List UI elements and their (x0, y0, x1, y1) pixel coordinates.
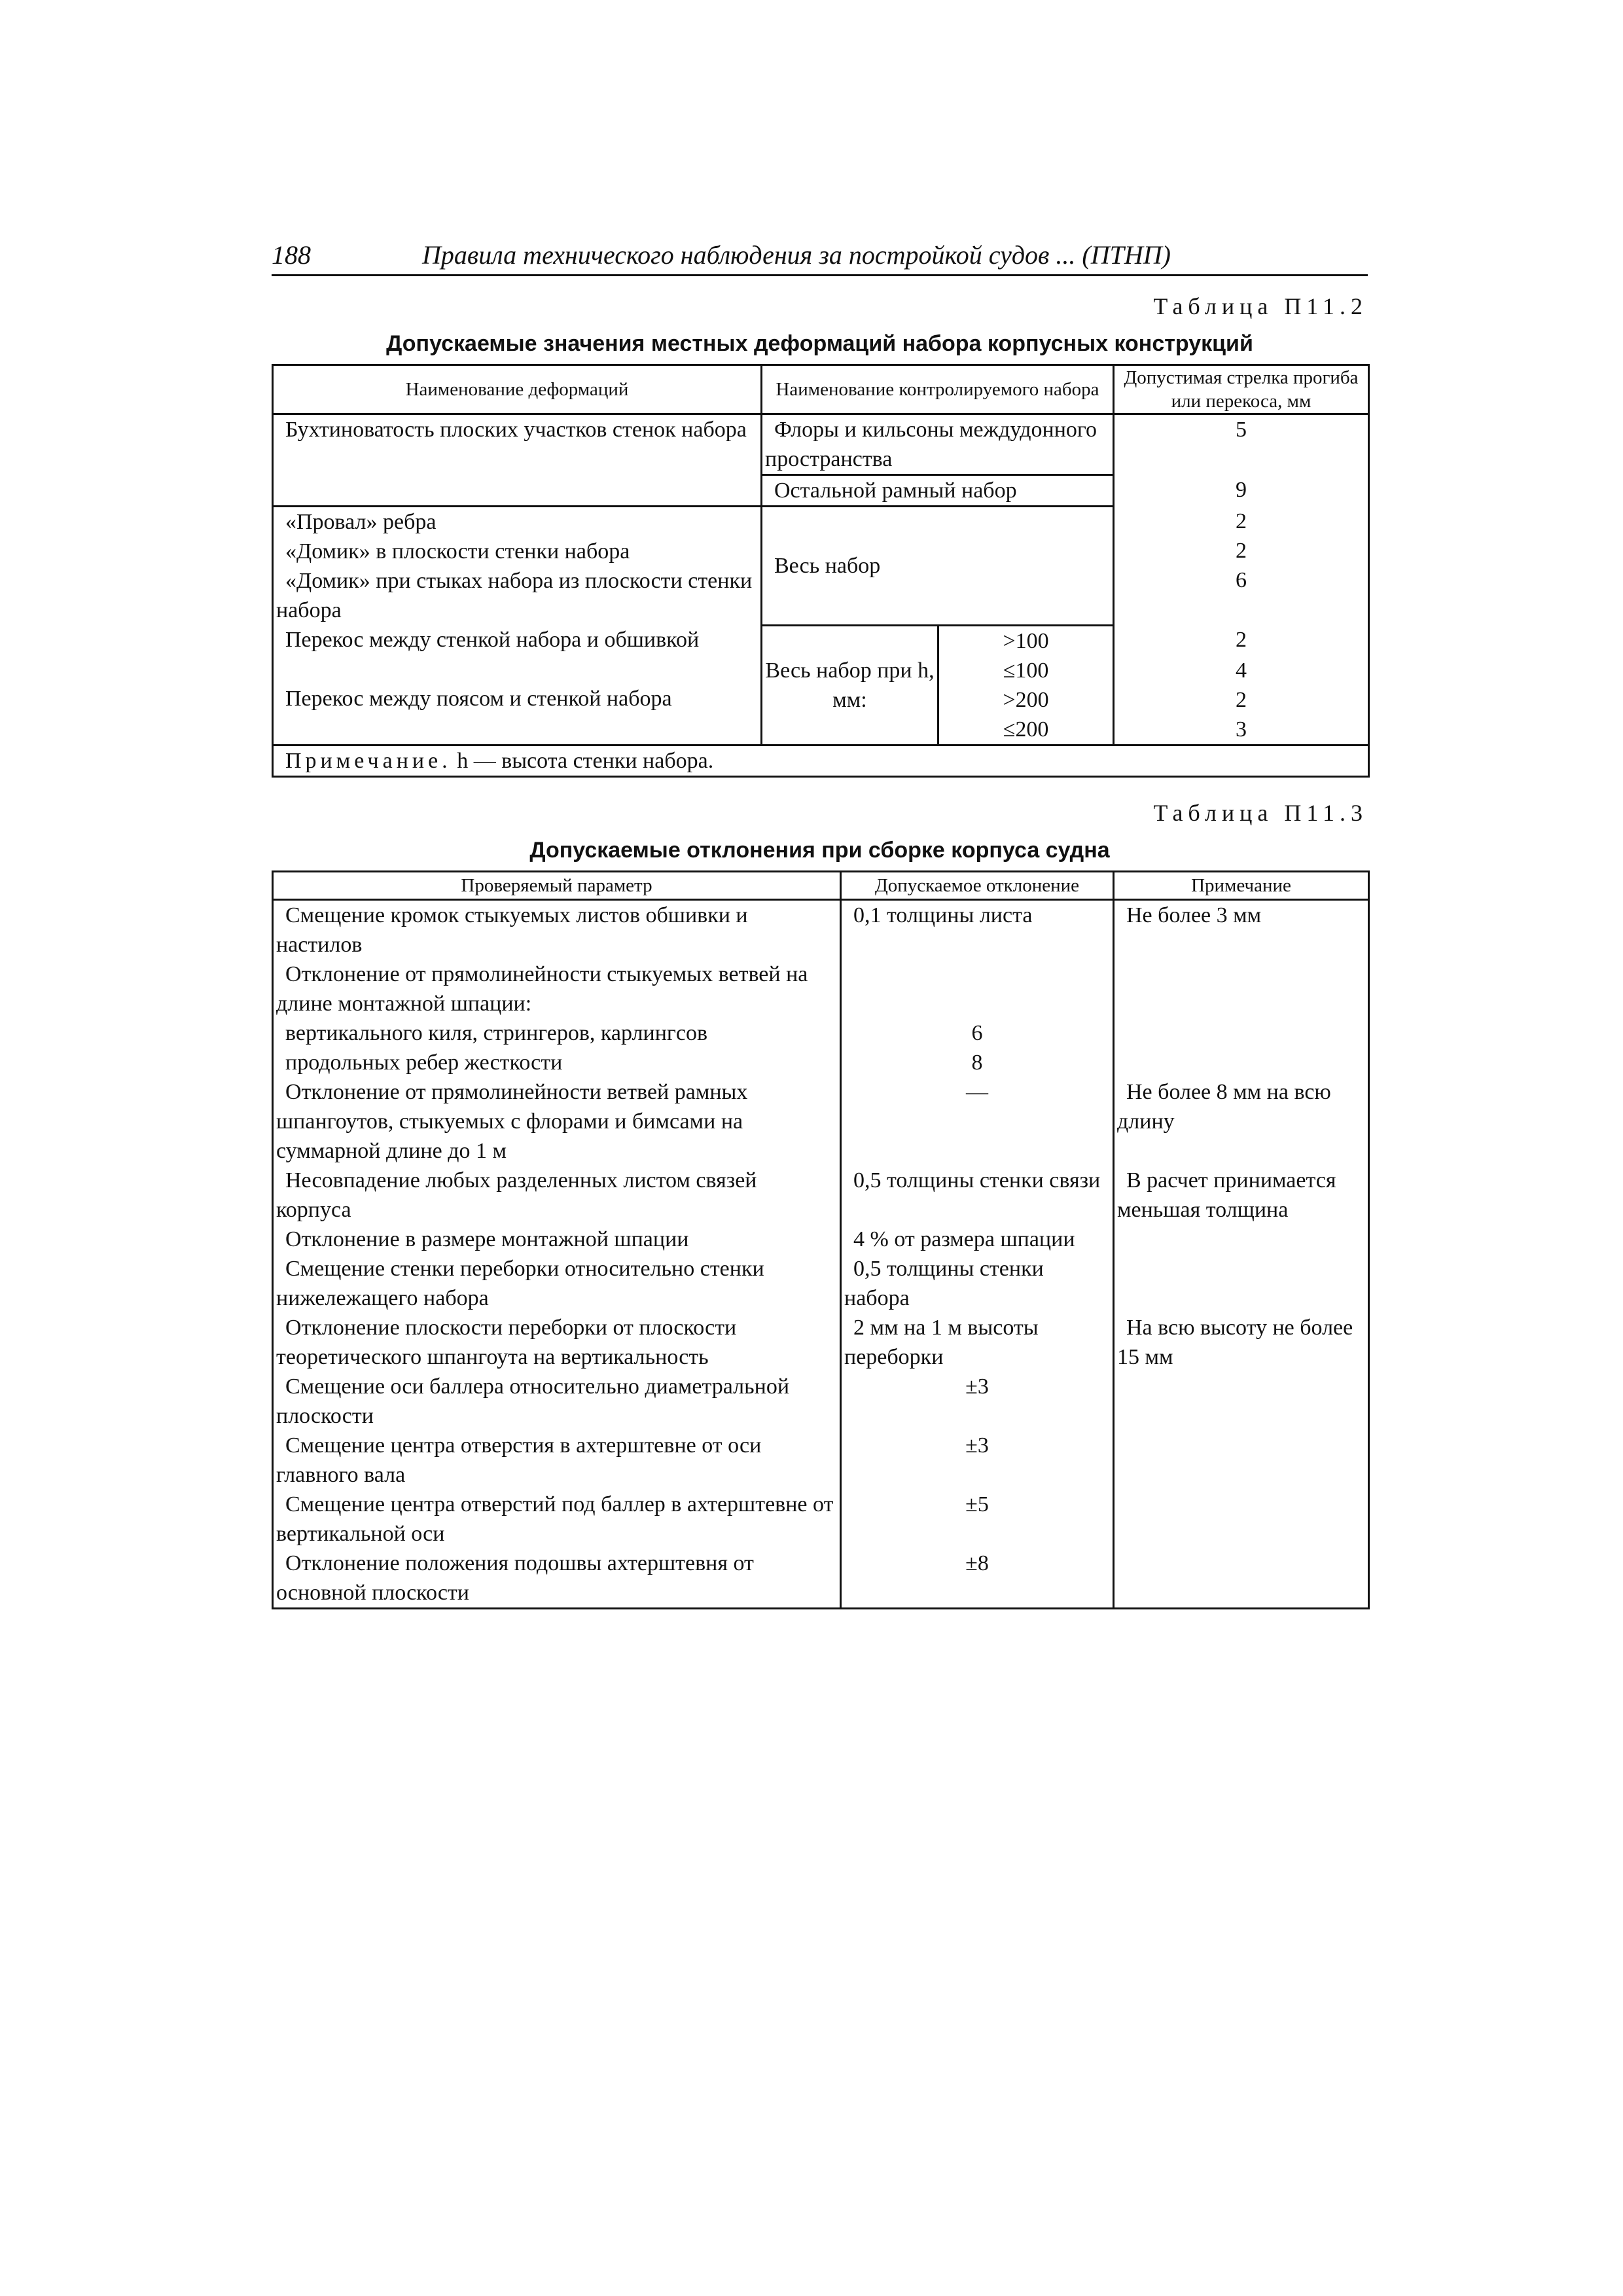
deviation-cell: 0,5 толщины стенки набора (841, 1254, 1114, 1313)
spacer (1117, 595, 1365, 624)
deformation-table (272, 364, 1370, 778)
page-number: 188 (272, 240, 311, 270)
table1-label: Таблица П11.2 (1153, 293, 1368, 319)
col-header-note: Примечание (1114, 871, 1369, 899)
page-content (272, 239, 1368, 1609)
note-cell: Не более 8 мм на всю длину (1114, 1077, 1369, 1166)
param-cell: Смещение стенки переборки относительно стенки нижележащего набора (273, 1254, 841, 1313)
deviation-cell: 8 (841, 1048, 1114, 1077)
deviation-cell: 0,5 толщины стенки связи (841, 1166, 1114, 1225)
value-cell: 5 (1114, 414, 1369, 475)
note-cell (1114, 1549, 1369, 1609)
table-row (273, 1372, 1369, 1431)
deformation-item: «Домик» в плоскости стенки набора (285, 539, 630, 564)
param-cell: Отклонение от прямолинейности стыкуемых ветвей на длине монтажной шпации: (273, 960, 841, 1018)
col-header-param: Проверяемый параметр (273, 871, 841, 899)
param-cell: Смещение оси баллера относительно диаметральной плоскости (273, 1372, 841, 1431)
table-row (273, 1166, 1369, 1225)
deformation-group-cell (273, 507, 762, 626)
h-cell: >100 (938, 625, 1114, 656)
table-row (273, 625, 1369, 656)
deformation-item: «Домик» при стыках набора из плоскости стенки набора (276, 569, 753, 622)
note-cell (1114, 1254, 1369, 1313)
assembly-deviation-table (272, 870, 1370, 1609)
deviation-cell: ±8 (841, 1549, 1114, 1609)
note-text: h — высота стенки набора. (457, 748, 714, 773)
note-cell (1114, 1225, 1369, 1254)
value-group-cell (1114, 507, 1369, 626)
note-label: Примечание. (285, 748, 452, 773)
deformation-item: Перекос между стенкой набора и обшивкой (285, 628, 700, 652)
param-cell: Отклонение от прямолинейности ветвей рамных шпангоутов, стыкуемых с флорами и бимсами на суммарной длине до 1 м (273, 1077, 841, 1166)
h-cell: >200 (938, 685, 1114, 715)
deformation-group-cell (273, 625, 762, 745)
deformation-cell: Бухтиноватость плоских участков стенок набора (273, 414, 762, 507)
table-row (273, 960, 1369, 1018)
note-cell: В расчет принимается меньшая толщина (1114, 1166, 1369, 1225)
col-header-deformation: Наименование деформаций (273, 365, 762, 414)
table-row (273, 1313, 1369, 1372)
table-row (273, 1048, 1369, 1077)
note-cell (1114, 1048, 1369, 1077)
param-cell: Смещение центра отверстия в ахтерштевне от оси главного вала (273, 1431, 841, 1490)
deviation-cell: 2 мм на 1 м высоты переборки (841, 1313, 1114, 1372)
value-item: 2 (1236, 509, 1247, 533)
param-cell: вертикального киля, стрингеров, карлингсов (273, 1018, 841, 1048)
value-cell: 2 (1114, 685, 1369, 715)
deviation-cell: 0,1 толщины листа (841, 899, 1114, 960)
param-cell: Смещение кромок стыкуемых листов обшивки и настилов (273, 899, 841, 960)
set-cell: Весь набор при h, мм: (762, 625, 938, 745)
value-cell: 3 (1114, 715, 1369, 745)
value-item: 6 (1236, 567, 1247, 592)
table-row (273, 899, 1369, 960)
value-cell: 4 (1114, 656, 1369, 685)
note-cell (1114, 1372, 1369, 1431)
deformation-item: Перекос между поясом и стенкой набора (285, 687, 672, 711)
note-cell: Не более 3 мм (1114, 899, 1369, 960)
table2-caption: Допускаемые отклонения при сборке корпуса судна (529, 837, 1110, 863)
deviation-cell: 4 % от размера шпации (841, 1225, 1114, 1254)
table2-label: Таблица П11.3 (1153, 799, 1368, 826)
deviation-cell: — (841, 1077, 1114, 1166)
table-header-row (273, 365, 1369, 414)
col-header-deviation: Допускаемое отклонение (841, 871, 1114, 899)
note-cell (1114, 1490, 1369, 1549)
value-item: 2 (1236, 538, 1247, 563)
param-cell: Несовпадение любых разделенных листом связей корпуса (273, 1166, 841, 1225)
value-cell: 9 (1114, 475, 1369, 507)
deviation-cell (841, 960, 1114, 1018)
note-row (273, 745, 1369, 776)
deviation-cell: ±5 (841, 1490, 1114, 1549)
running-header (272, 239, 1368, 276)
set-cell: Остальной рамный набор (762, 475, 1114, 507)
deviation-cell: ±3 (841, 1431, 1114, 1490)
param-cell: Отклонение положения подошвы ахтерштевня от основной плоскости (273, 1549, 841, 1609)
table1-caption: Допускаемые значения местных деформаций набора корпусных конструкций (386, 331, 1253, 356)
table-row (273, 1225, 1369, 1254)
running-title: Правила технического наблюдения за постройкой судов ... (ПТНП) (422, 240, 1171, 270)
table-row (273, 1490, 1369, 1549)
h-cell: ≤200 (938, 715, 1114, 745)
param-cell: Отклонение в размере монтажной шпации (273, 1225, 841, 1254)
param-cell: продольных ребер жесткости (273, 1048, 841, 1077)
note-cell (1114, 1431, 1369, 1490)
table-body (273, 899, 1369, 1608)
value-cell: 2 (1114, 625, 1369, 656)
table-row (273, 1431, 1369, 1490)
deviation-cell: 6 (841, 1018, 1114, 1048)
deviation-cell: ±3 (841, 1372, 1114, 1431)
note-cell (1114, 960, 1369, 1018)
table-row (273, 1018, 1369, 1048)
h-cell: ≤100 (938, 656, 1114, 685)
col-header-allowed: Допустимая стрелка прогиба или перекоса, мм (1114, 365, 1369, 414)
table-row (273, 414, 1369, 475)
param-cell: Смещение центра отверстий под баллер в ахтерштевне от вертикальной оси (273, 1490, 841, 1549)
col-header-set: Наименование контролируемого набора (762, 365, 1114, 414)
param-cell: Отклонение плоскости переборки от плоскости теоретического шпангоута на вертикальность (273, 1313, 841, 1372)
table-row (273, 507, 1369, 626)
deformation-item: «Провал» ребра (285, 510, 437, 534)
table-row (273, 1254, 1369, 1313)
note-cell (1114, 1018, 1369, 1048)
set-cell: Весь набор (762, 507, 1114, 626)
table-note (273, 745, 1369, 776)
table-row (273, 1077, 1369, 1166)
set-cell: Флоры и кильсоны междудонного пространства (762, 414, 1114, 475)
table-row (273, 1549, 1369, 1609)
spacer (276, 655, 758, 684)
note-cell: На всю высоту не более 15 мм (1114, 1313, 1369, 1372)
table-header-row (273, 871, 1369, 899)
